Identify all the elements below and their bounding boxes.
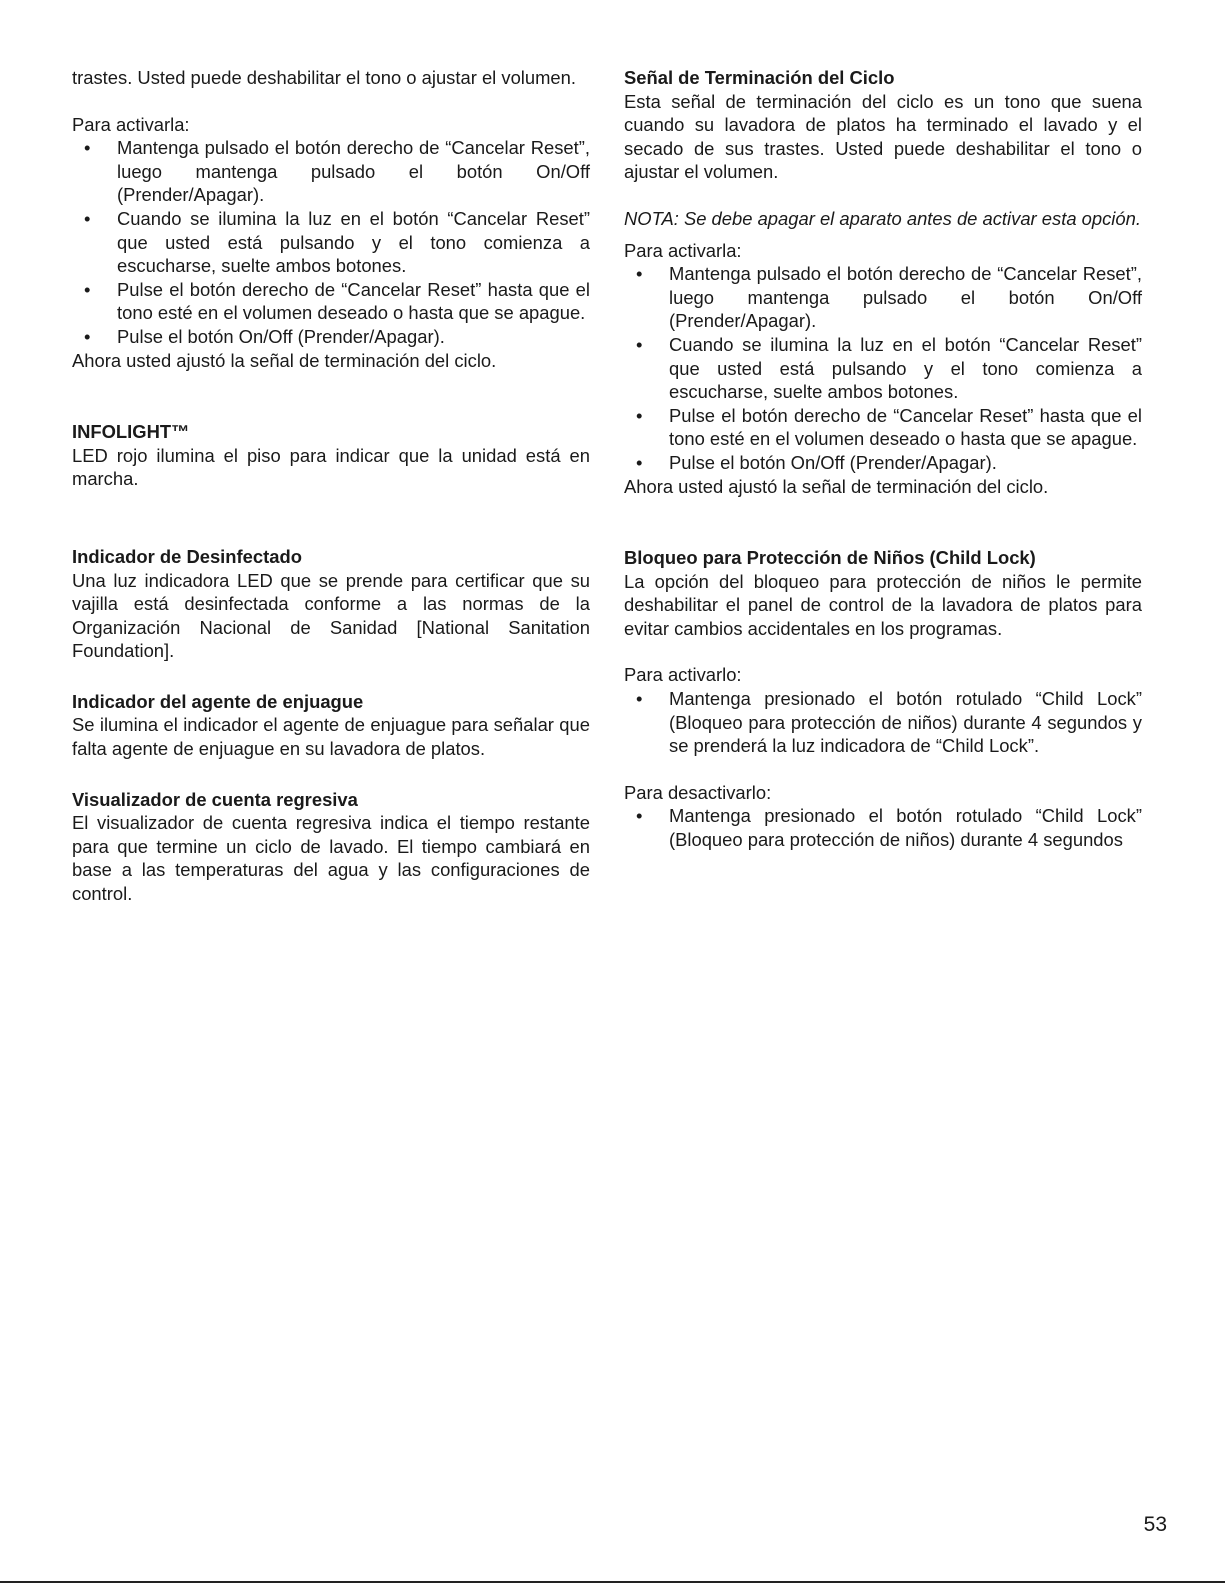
child-lock-text: La opción del bloqueo para protección de niños le permite deshabilitar el panel de control de la lavadora de platos para evitar cambios accidentales en los programas. (624, 570, 1142, 639)
infolight-heading: INFOLIGHT™ (72, 421, 190, 443)
bullet-icon: • (636, 263, 643, 285)
list-item: • Mantenga pulsado el botón derecho de “Cancelar Reset”, luego mantenga pulsado el botón On/Off (Prender/Apagar). (636, 263, 1142, 332)
conclusion-text: Ahora usted ajustó la señal de terminación del ciclo. (72, 349, 497, 371)
activate-label: Para activarla: (72, 113, 190, 135)
child-lock-activate-list (624, 687, 1142, 758)
bottom-rule (0, 1581, 1225, 1583)
list-item: • Cuando se ilumina la luz en el botón “Cancelar Reset” que usted está pulsando y el tono comienza a escucharse, suelte ambos botones. (636, 333, 1142, 403)
list-item: • Mantenga presionado el botón rotulado “Child Lock” (Bloqueo para protección de niños) durante 4 segundos (636, 805, 1142, 851)
list-item: • Mantenga pulsado el botón derecho de “Cancelar Reset”, luego mantenga pulsado el botón On/Off (Prender/Apagar). (84, 137, 590, 206)
left-column (72, 66, 590, 906)
bullet-icon: • (636, 333, 643, 355)
rinse-aid-text: Se ilumina el indicador el agente de enjuague para señalar que falta agente de enjuague en su lavadora de platos. (72, 714, 590, 760)
activation-steps-list (72, 136, 590, 348)
page-number: 53 (1143, 1513, 1167, 1536)
bullet-icon: • (636, 404, 643, 426)
countdown-heading: Visualizador de cuenta regresiva (72, 788, 358, 810)
end-signal-heading: Señal de Terminación del Ciclo (624, 67, 895, 88)
intro-tail-text: trastes. Usted puede deshabilitar el tono o ajustar el volumen. (72, 67, 576, 88)
conclusion-text: Ahora usted ajustó la señal de terminación del ciclo. (624, 475, 1049, 497)
right-column (624, 66, 1142, 852)
bullet-icon: • (84, 137, 91, 159)
activate-label: Para activarla: (624, 239, 742, 261)
activate-label: Para activarlo: (624, 664, 742, 686)
child-lock-heading: Bloqueo para Protección de Niños (Child Lock) (624, 547, 1036, 569)
list-item: • Mantenga presionado el botón rotulado “Child Lock” (Bloqueo para protección de niños) durante 4 segundos y se prenderá la luz indicadora de “Child Lock”. (636, 688, 1142, 757)
bullet-icon: • (84, 325, 91, 347)
bullet-icon: • (84, 207, 91, 229)
list-item: • Cuando se ilumina la luz en el botón “Cancelar Reset” que usted está pulsando y el tono comienza a escucharse, suelte ambos botones. (84, 207, 590, 277)
list-item: • Pulse el botón derecho de “Cancelar Reset” hasta que el tono esté en el volumen deseado o hasta que se apague. (636, 404, 1142, 450)
bullet-icon: • (84, 278, 91, 300)
list-item: • Pulse el botón derecho de “Cancelar Reset” hasta que el tono esté en el volumen deseado o hasta que se apague. (84, 278, 590, 324)
child-lock-deactivate-list (624, 804, 1142, 851)
end-signal-text: Esta señal de terminación del ciclo es un tono que suena cuando su lavadora de platos ha terminado el lavado y el secado de sus trastes. Usted puede deshabilitar el tono o ajustar el volumen. (624, 90, 1142, 183)
rinse-aid-heading: Indicador del agente de enjuague (72, 690, 364, 712)
list-item: • Pulse el botón On/Off (Prender/Apagar). (84, 325, 445, 347)
sanitized-text: Una luz indicadora LED que se prende para certificar que su vajilla está desinfectada conforme a las normas de la Organización Nacional de Sanidad [National Sanitation Foundation]. (72, 569, 590, 662)
bullet-icon: • (636, 805, 643, 827)
bullet-icon: • (636, 688, 643, 710)
countdown-text: El visualizador de cuenta regresiva indica el tiempo restante para que termine un ciclo de lavado. El tiempo cambiará en base a las temperaturas del agua y las configuraciones de control. (72, 812, 590, 905)
bullet-icon: • (636, 451, 643, 473)
activation-steps-list (624, 262, 1142, 474)
note-text: NOTA: Se debe apagar el aparato antes de activar esta opción. (624, 207, 1141, 229)
list-item: • Pulse el botón On/Off (Prender/Apagar). (636, 451, 997, 473)
deactivate-label: Para desactivarlo: (624, 781, 772, 803)
infolight-text: LED rojo ilumina el piso para indicar que la unidad está en marcha. (72, 444, 590, 490)
sanitized-heading: Indicador de Desinfectado (72, 545, 302, 567)
